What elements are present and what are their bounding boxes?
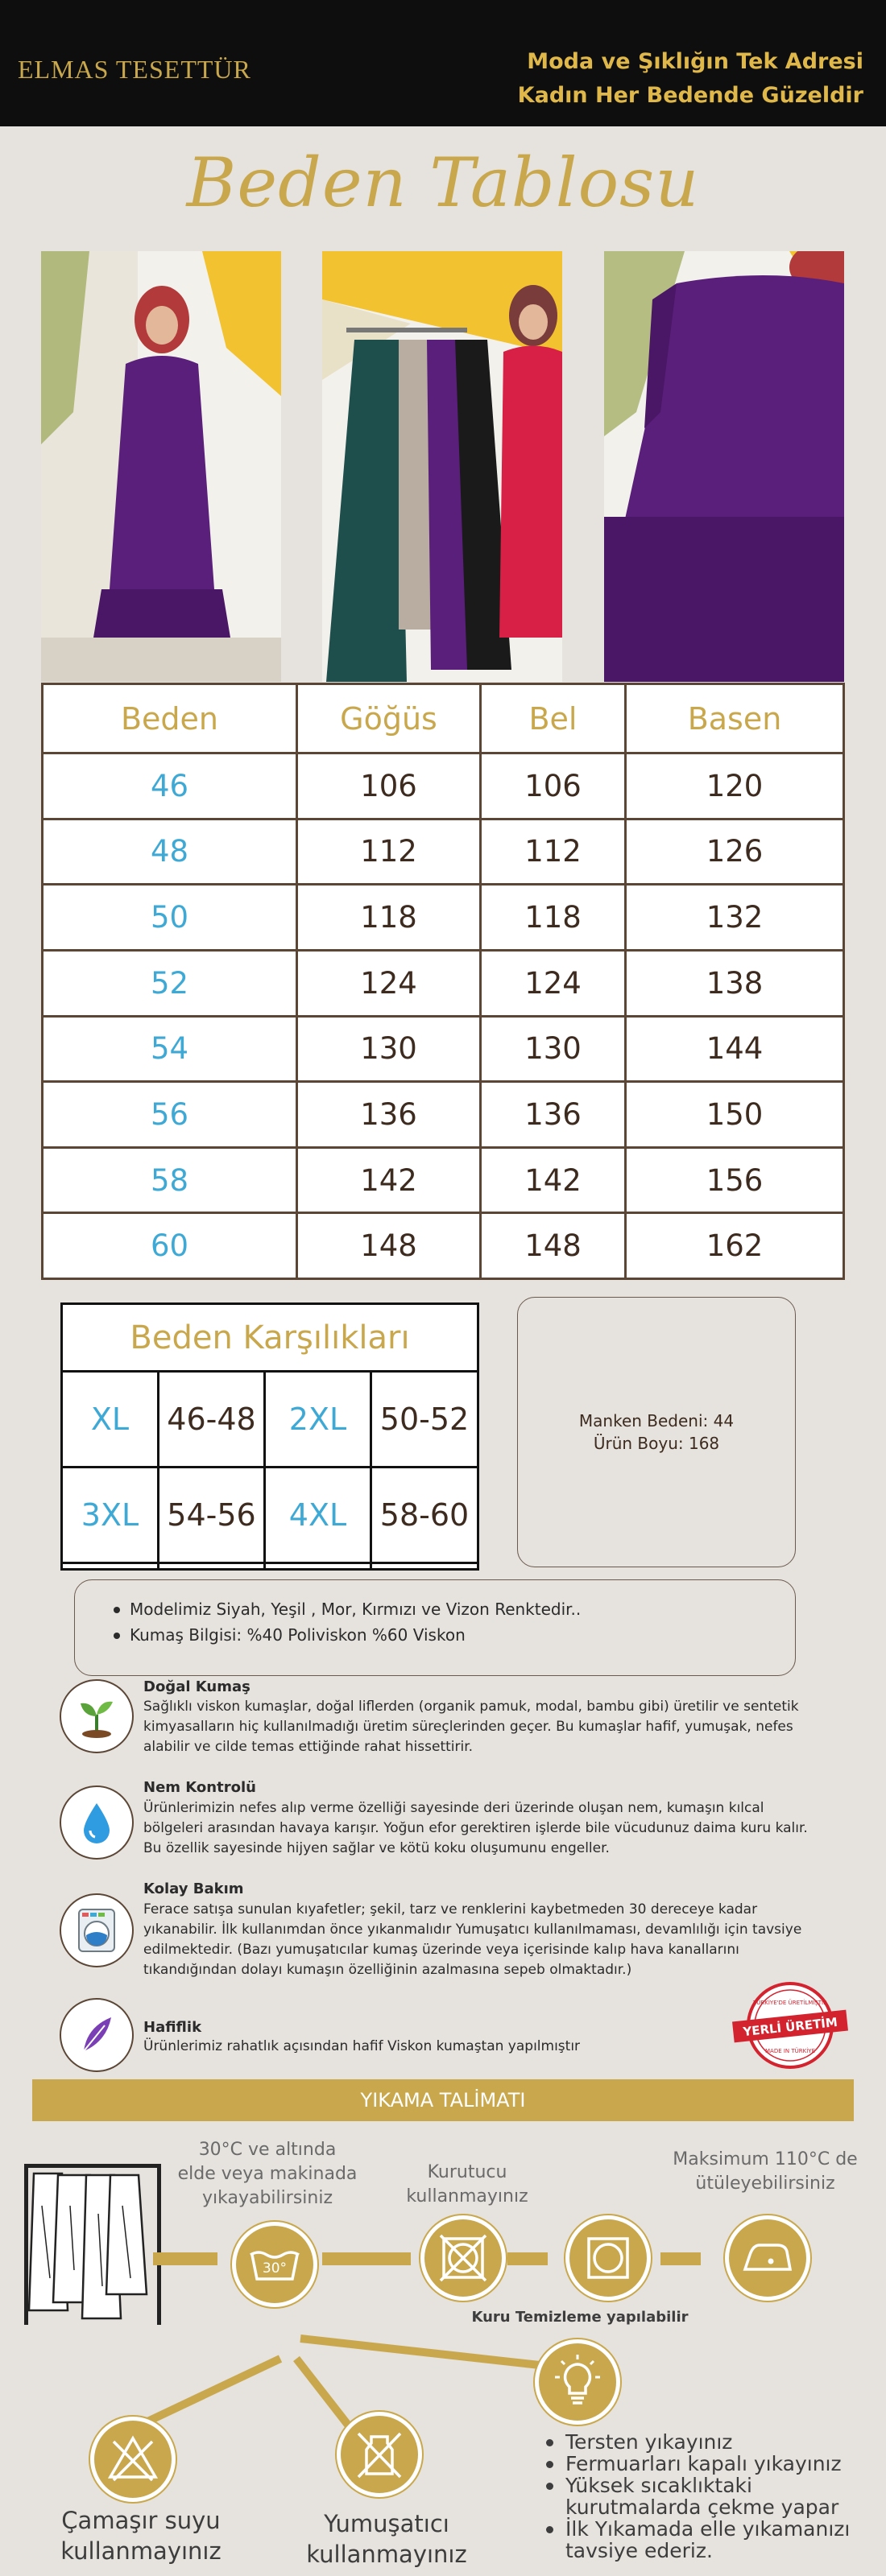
feature-title: Hafiflik	[143, 2019, 202, 2036]
gogus-cell: 106	[297, 753, 481, 819]
empty-cell	[371, 1563, 478, 1570]
number-range-cell: 50-52	[371, 1372, 478, 1468]
letter-size-cell: 3XL	[62, 1468, 159, 1563]
product-photo-3	[604, 251, 844, 682]
model-size: Manken Bedeni: 44	[578, 1411, 735, 1430]
basen-cell: 132	[626, 885, 844, 951]
feature-title: Doğal Kumaş	[143, 1678, 250, 1695]
basen-cell: 144	[626, 1016, 844, 1082]
product-photo-2	[322, 251, 562, 682]
size-cell: 52	[43, 950, 297, 1016]
feature-text: Ferace satışa sunulan kıyafetler; şekil, tarz ve renklerini kaybetmeden 30 dereceye kadar yıkanabilir. İlk kullanımdan önce yıkanmalıdır Yumuşatıcı kullanılmaması, devamlılığı için tavsiye edilmektedir. (Bazı yumuşatıcılar kumaş üzerinde veya içerisinde kalıp hava kanallarını tıkandığından dolayı kumaşın özelliğinin azalmasına sepeb olmaktadır.)	[143, 1901, 802, 1978]
size-table	[41, 683, 845, 1280]
table-row	[43, 753, 844, 819]
header-beden: Beden	[43, 684, 297, 753]
stamp-top-text: TÜRKİYE'DE ÜRETİLMİŞTİR	[753, 2000, 827, 2006]
no-bleach-icon	[90, 2417, 176, 2502]
size-table-header	[43, 684, 844, 753]
header-basen: Basen	[626, 684, 844, 753]
no-softener-icon	[337, 2412, 422, 2497]
header-gogus: Göğüs	[297, 684, 481, 753]
letter-size-cell: 4XL	[265, 1468, 371, 1563]
iron-icon	[725, 2215, 810, 2301]
gogus-cell: 142	[297, 1147, 481, 1213]
empty-cell	[265, 1563, 371, 1570]
feature-text: Sağlıklı viskon kumaşlar, doğal liflerden (organik pamuk, modal, bambu gibi) üretilir ve sentetik kimyasalların hiç kullanılmadığı üretim süreçlerinden geçer. Bu kumaşlar hafif, yumuşak, nefes alabilir ve cilde temas ettiğinde rahat hissettirir.	[143, 1699, 799, 1755]
slogan	[518, 45, 863, 113]
plant-icon	[60, 1679, 134, 1753]
no-dryer-label: Kurutucu kullanmayınız	[406, 2162, 528, 2207]
product-photo-1	[41, 251, 281, 682]
no-softener-label: Yumuşatıcı kullanmayınız	[306, 2510, 467, 2568]
basen-cell: 120	[626, 753, 844, 819]
table-row	[62, 1468, 478, 1563]
bel-cell: 118	[481, 885, 626, 951]
basen-cell: 150	[626, 1082, 844, 1148]
stamp-main-text: YERLİ ÜRETİM	[742, 2014, 838, 2040]
color-info: Modelimiz Siyah, Yeşil , Mor, Kırmızı ve Vizon Renktedir..	[110, 1596, 795, 1622]
letter-size-cell: XL	[62, 1372, 159, 1468]
washing-tips-list	[541, 2431, 880, 2562]
slogan-line-1: Moda ve Şıklığın Tek Adresi	[527, 49, 863, 74]
wash-30-label: 30°C ve altında elde veya makinada yıkayabilirsiniz	[177, 2140, 358, 2208]
wash-30-symbol: 30°	[262, 2260, 288, 2277]
header-bel: Bel	[481, 684, 626, 753]
tip-item: Tersten yıkayınız	[541, 2431, 880, 2453]
empty-cell	[159, 1563, 265, 1570]
size-cell: 58	[43, 1147, 297, 1213]
washing-machine-icon	[60, 1893, 134, 1967]
tip-item: Fermuarları kapalı yıkayınız	[541, 2453, 880, 2475]
bel-cell: 130	[481, 1016, 626, 1082]
size-cell: 54	[43, 1016, 297, 1082]
size-cell: 48	[43, 819, 297, 885]
stamp-bottom-text: MADE IN TÜRKİYE	[764, 2048, 816, 2054]
table-row	[62, 1372, 478, 1468]
size-cell: 46	[43, 753, 297, 819]
bel-cell: 124	[481, 950, 626, 1016]
table-row	[43, 819, 844, 885]
gogus-cell: 130	[297, 1016, 481, 1082]
number-range-cell: 46-48	[159, 1372, 265, 1468]
equivalents-title-row	[62, 1304, 478, 1372]
table-row-empty	[62, 1563, 478, 1570]
page-title: Beden Tablosu	[186, 143, 700, 222]
dry-clean-label: Kuru Temizleme yapılabilir	[471, 2309, 689, 2326]
letter-size-cell: 2XL	[265, 1372, 371, 1468]
gogus-cell: 148	[297, 1213, 481, 1279]
table-row	[43, 950, 844, 1016]
gogus-cell: 118	[297, 885, 481, 951]
bel-cell: 106	[481, 753, 626, 819]
bel-cell: 148	[481, 1213, 626, 1279]
feature-title: Kolay Bakım	[143, 1880, 244, 1897]
size-cell: 50	[43, 885, 297, 951]
table-row	[43, 1147, 844, 1213]
table-row	[43, 1082, 844, 1148]
no-tumble-dry-icon	[420, 2215, 506, 2301]
fabric-info: Kumaş Bilgisi: %40 Poliviskon %60 Viskon	[110, 1622, 795, 1648]
feature-text: Ürünlerimizin nefes alıp verme özelliği sayesinde deri üzerinde oluşan nem, kumaşın kılcal bölgeleri arasından havaya karışır. Yoğun efor gerektiren işlerde bile vücudunuz daima kuru kalır. Bu özellik sayesinde hijyen sağlar ve kötü koku oluşumunu engeller.	[143, 1800, 808, 1856]
wash-30-icon	[232, 2222, 317, 2307]
water-drop-icon	[60, 1785, 134, 1860]
dry-clean-icon	[565, 2215, 651, 2301]
feature-text: Ürünlerimiz rahatlık açısından hafif Viskon kumaştan yapılmıştır	[143, 2038, 581, 2054]
size-cell: 60	[43, 1213, 297, 1279]
table-row	[43, 1213, 844, 1279]
bel-cell: 112	[481, 819, 626, 885]
brand-logo[interactable]: ELMAS TESETTÜR	[18, 55, 251, 84]
size-cell: 56	[43, 1082, 297, 1148]
lightbulb-icon	[535, 2339, 620, 2425]
gogus-cell: 124	[297, 950, 481, 1016]
bel-cell: 142	[481, 1147, 626, 1213]
washing-instructions-title: YIKAMA TALİMATI	[32, 2079, 854, 2121]
table-row	[43, 885, 844, 951]
feather-icon	[60, 1998, 134, 2072]
product-length: Ürün Boyu: 168	[593, 1434, 720, 1453]
tip-item: İlk Yıkamada elle yıkamanızı tavsiye ederiz.	[541, 2518, 880, 2562]
model-info-box	[517, 1297, 796, 1567]
bel-cell: 136	[481, 1082, 626, 1148]
product-info-box	[74, 1579, 796, 1676]
iron-label: Maksimum 110°C de ütüleyebilirsiniz	[673, 2149, 858, 2194]
gogus-cell: 112	[297, 819, 481, 885]
tip-item: Yüksek sıcaklıktaki kurutmalarda çekme yapar	[541, 2475, 880, 2518]
table-row	[43, 1016, 844, 1082]
basen-cell: 156	[626, 1147, 844, 1213]
basen-cell: 126	[626, 819, 844, 885]
feature-title: Nem Kontrolü	[143, 1779, 256, 1796]
size-equivalents-table	[60, 1302, 479, 1571]
number-range-cell: 54-56	[159, 1468, 265, 1563]
gogus-cell: 136	[297, 1082, 481, 1148]
equivalents-title: Beden Karşılıkları	[62, 1304, 478, 1372]
no-bleach-label: Çamaşır suyu kullanmayınız	[60, 2507, 222, 2565]
made-in-turkey-stamp	[731, 1980, 849, 2070]
empty-cell	[62, 1563, 159, 1570]
slogan-line-2: Kadın Her Bedende Güzeldir	[517, 83, 863, 108]
basen-cell: 162	[626, 1213, 844, 1279]
basen-cell: 138	[626, 950, 844, 1016]
number-range-cell: 58-60	[371, 1468, 478, 1563]
